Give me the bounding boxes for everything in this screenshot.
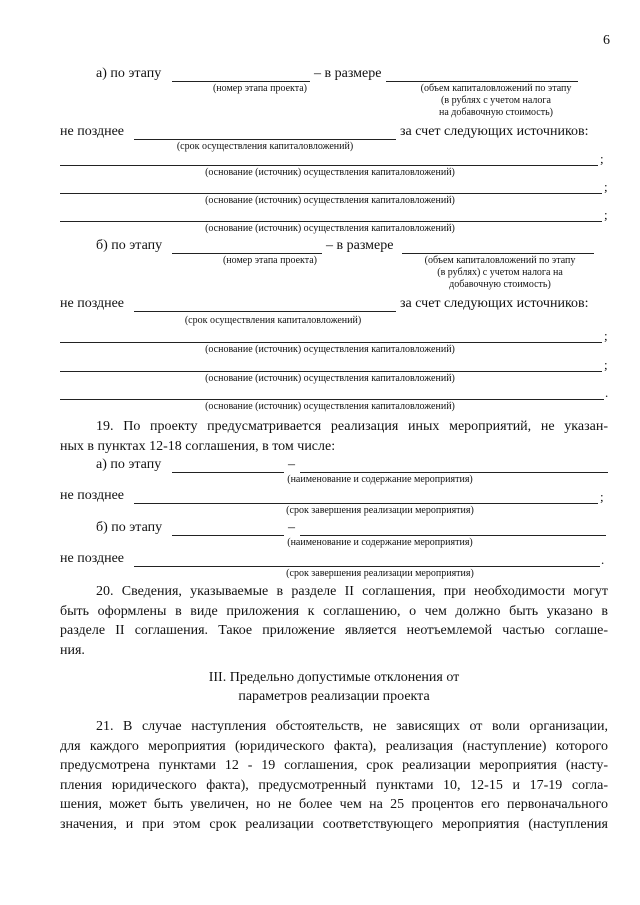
item-19-stage-b-deadline-label: не позднее xyxy=(60,551,125,566)
stage-a-volume-hint-3: на добавочную стоимость) xyxy=(439,107,553,118)
item-19-stage-a-event-line xyxy=(300,472,608,473)
item-19-stage-a-deadline-label: не позднее xyxy=(60,488,125,503)
stage-a-number-line xyxy=(172,81,310,82)
item-19-stage-a-number-line xyxy=(172,472,284,473)
item-20-line-2: быть оформлены в виде приложения к соглашению, о чем должно быть указано в xyxy=(60,603,608,619)
stage-b-deadline-line xyxy=(134,311,396,312)
item-19-stage-b-event-line xyxy=(300,535,606,536)
item-20-paragraph xyxy=(60,582,608,660)
stage-b-source-hint-2: (основание (источник) осуществления капиталовложений) xyxy=(205,373,455,384)
item-19-stage-b-dash: – xyxy=(288,520,295,535)
item-19-stage-a-deadline-line xyxy=(134,503,598,504)
item-19-stage-a-label: а) по этапу xyxy=(96,457,162,472)
item-19-line-1: 19. По проекту предусматривается реализация иных мероприятий, не указан- xyxy=(96,419,608,434)
stage-a-source-line-3 xyxy=(60,221,602,222)
item-19-line-2: ных в пунктах 12-18 соглашения, в том числе: xyxy=(60,438,336,454)
item-19-stage-b-number-line xyxy=(172,535,284,536)
stage-b-number-hint: (номер этапа проекта) xyxy=(222,255,318,266)
stage-b-source-hint-1: (основание (источник) осуществления капиталовложений) xyxy=(205,344,455,355)
item-19-stage-a-deadline-hint: (срок завершения реализации мероприятия) xyxy=(286,505,474,516)
stage-a-source-end-3: ; xyxy=(604,207,608,222)
stage-b-number-line xyxy=(172,253,322,254)
item-19-stage-b-deadline-hint: (срок завершения реализации мероприятия) xyxy=(286,568,474,579)
item-21-line-3: предусмотрена пунктами 12 - 19 соглашения, срок реализации мероприятия (насту- xyxy=(60,758,608,773)
stage-b-volume-line xyxy=(402,253,594,254)
item-21-line-5: шения, может быть увеличен, но не более чем на 25 процентов его первоначального xyxy=(60,797,608,812)
stage-b-sources-label: за счет следующих источников: xyxy=(400,296,589,311)
stage-b-source-line-1 xyxy=(60,342,602,343)
stage-b-volume-hint-2: (в рублях) с учетом налога на xyxy=(437,267,563,278)
stage-a-deadline-hint: (срок осуществления капиталовложений) xyxy=(176,141,354,152)
stage-b-volume-hint-3: добавочную стоимость) xyxy=(449,279,551,290)
stage-b-source-line-3 xyxy=(60,399,604,400)
stage-a-volume-line xyxy=(386,81,578,82)
stage-b-size-label: – в размере xyxy=(326,238,394,253)
item-21-line-1: 21. В случае наступления обстоятельств, не зависящих от воли организации, xyxy=(96,719,608,734)
stage-a-source-end-2: ; xyxy=(604,179,608,194)
section-3-title-line-2: параметров реализации проекта xyxy=(238,689,430,704)
item-19-stage-a-event-hint: (наименование и содержание мероприятия) xyxy=(287,474,473,485)
stage-b-deadline-label: не позднее xyxy=(60,296,125,311)
item-19-text xyxy=(60,417,608,456)
stage-a-source-end-1: ; xyxy=(600,151,604,166)
item-19-stage-b-deadline-line xyxy=(134,566,600,567)
stage-b-volume-hint-1: (объем капиталовложений по этапу xyxy=(424,255,576,266)
section-3-title-line-1: III. Предельно допустимые отклонения от xyxy=(208,670,460,685)
item-21-line-6: значения, и при этом срок реализации соответствующего мероприятия (наступления xyxy=(60,816,608,832)
stage-a-source-hint-2: (основание (источник) осуществления капиталовложений) xyxy=(205,195,455,206)
stage-a-deadline-line xyxy=(134,139,396,140)
stage-b-deadline-hint: (срок осуществления капиталовложений) xyxy=(184,315,362,326)
stage-b-source-line-2 xyxy=(60,371,602,372)
item-21-line-4: пления юридического факта), предусмотренный пунктами 10, 12-15 и 17-19 согла- xyxy=(60,777,608,793)
item-20-line-3: разделе II соглашения. Такое приложение является неотъемлемой частью соглаше- xyxy=(60,623,608,638)
stage-a-source-hint-3: (основание (источник) осуществления капиталовложений) xyxy=(205,223,455,234)
page-number: 6 xyxy=(603,33,610,48)
item-19-stage-a-end: ; xyxy=(600,489,604,504)
stage-b-source-end-3: . xyxy=(605,385,609,400)
item-19-stage-b-end: . xyxy=(601,552,605,567)
stage-a-volume-hint-1: (объем капиталовложений по этапу xyxy=(420,83,572,94)
stage-a-source-line-1 xyxy=(60,165,598,166)
stage-b-source-end-2: ; xyxy=(604,357,608,372)
stage-a-deadline-label: не позднее xyxy=(60,124,125,139)
stage-a-size-label: – в размере xyxy=(314,66,382,81)
stage-b-label: б) по этапу xyxy=(96,238,163,253)
section-3-title xyxy=(60,668,608,706)
stage-a-source-line-2 xyxy=(60,193,602,194)
item-20-line-1: 20. Сведения, указываемые в разделе II соглашения, при необходимости могут xyxy=(96,584,608,599)
stage-b-source-end-1: ; xyxy=(604,328,608,343)
stage-a-volume-hint-2: (в рублях с учетом налога xyxy=(441,95,551,106)
item-21-line-2: для каждого мероприятия (юридического факта), реализация (наступление) которого xyxy=(60,738,608,754)
stage-a-number-hint: (номер этапа проекта) xyxy=(212,83,308,94)
item-19-stage-b-event-hint: (наименование и содержание мероприятия) xyxy=(287,537,473,548)
stage-a-label: а) по этапу xyxy=(96,66,162,81)
item-19-stage-b-label: б) по этапу xyxy=(96,520,163,535)
item-20-line-4: ния. xyxy=(60,642,85,658)
item-21-paragraph xyxy=(60,717,608,834)
item-19-stage-a-dash: – xyxy=(288,457,295,472)
stage-a-sources-label: за счет следующих источников: xyxy=(400,124,589,139)
stage-a-source-hint-1: (основание (источник) осуществления капиталовложений) xyxy=(205,167,455,178)
stage-b-source-hint-3: (основание (источник) осуществления капиталовложений) xyxy=(205,401,455,412)
